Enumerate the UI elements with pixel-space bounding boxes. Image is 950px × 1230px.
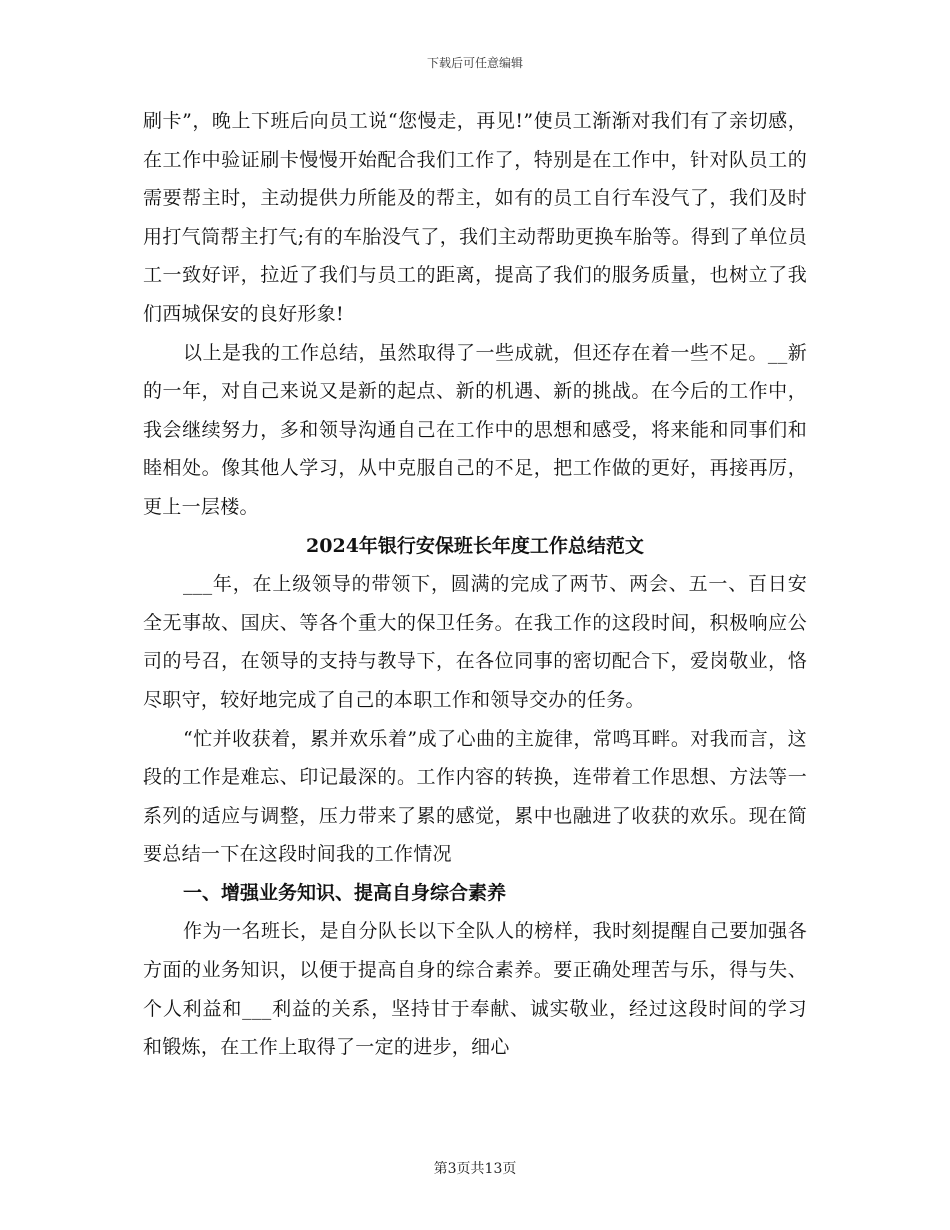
paragraph-section-body: 作为一名班长，是自分队长以下全队人的榜样，我时刻提醒自己要加强各方面的业务知识，以便于提高自身的综合素养。要正确处理苦与乐，得与失、个人利益和___利益的关系，坚持甘于奉献、诚实敬业，经过这段时间的学习和锻炼，在工作上取得了一定的进步，细心 [143, 920, 807, 1059]
paragraph-continued: 刷卡”，晚上下班后向员工说“您慢走，再见!”使员工渐渐对我们有了亲切感，在工作中验证刷卡慢慢开始配合我们工作了，特别是在工作中，针对队员工的需要帮主时，主动提供力所能及的帮主，如有的员工自行车没气了，我们及时用打气筒帮主打气;有的车胎没气了，我们主动帮助更换车胎等。得到了单位员工一致好评，拉近了我们与员工的距离，提高了我们的服务质量，也树立了我们西城保安的良好形象! [143, 110, 807, 325]
paragraph-reflection: “忙并收获着，累并欢乐着”成了心曲的主旋律，常鸣耳畔。对我而言，这段的工作是难忘、印记最深的。工作内容的转换，连带着工作思想、方法等一系列的适应与调整，压力带来了累的感觉，累中也融进了收获的欢乐。现在简要总结一下在这段时间我的工作情况 [143, 727, 807, 866]
page-number: 第3页共13页 [433, 1161, 517, 1177]
article-title: 2024年银行安保班长年度工作总结范文 [306, 534, 644, 557]
page-header: 下载后可任意编辑 [426, 56, 523, 70]
document-body [143, 102, 807, 1067]
section-heading: 一、增强业务知识、提高自身综合素养 [183, 881, 507, 904]
paragraph-summary: 以上是我的工作总结，虽然取得了一些成就，但还存在着一些不足。__新的一年，对自己来说又是新的起点、新的机遇、新的挑战。在今后的工作中，我会继续努力，多和领导沟通自己在工作中的思想和感受，将来能和同事们和睦相处。像其他人学习，从中克服自己的不足，把工作做的更好，再接再厉，更上一层楼。 [143, 341, 807, 518]
paragraph-intro: ___年，在上级领导的带领下，圆满的完成了两节、两会、五一、百日安全无事故、国庆、等各个重大的保卫任务。在我工作的这段时间，积极响应公司的号召，在领导的支持与教导下，在各位同事的密切配合下，爱岗敬业，恪尽职守，较好地完成了自己的本职工作和领导交办的任务。 [143, 573, 807, 711]
